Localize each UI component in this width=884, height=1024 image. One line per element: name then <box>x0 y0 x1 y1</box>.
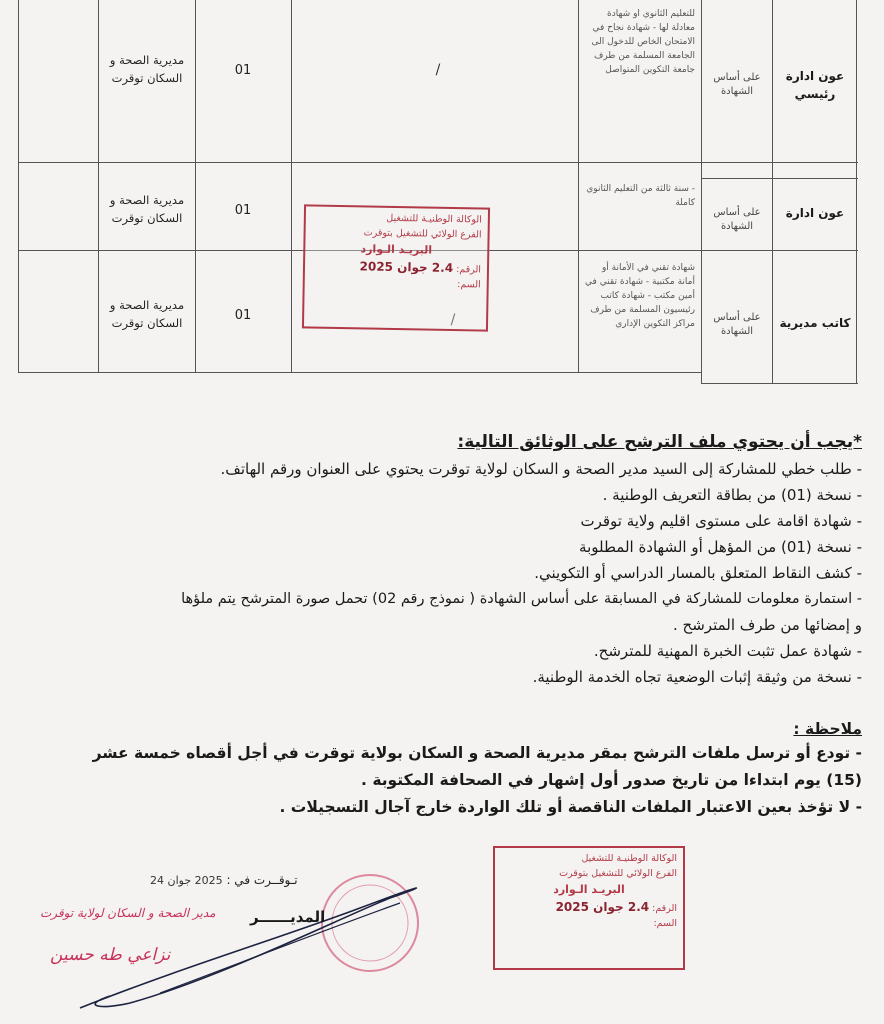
incoming-mail-stamp <box>302 204 490 331</box>
requirement-item: - شهادة اقامة على مستوى اقليم ولاية توقرت <box>580 512 862 530</box>
table-row-1-extra: / <box>435 62 441 78</box>
table-row-1-department: مديرية الصحة و السكان توقرت <box>109 53 185 85</box>
stamp-date: 2.4 جوان 2025 <box>555 900 650 915</box>
table-row-2-department: مديرية الصحة و السكان توقرت <box>109 193 185 225</box>
table-row-2-qualification: - سنة ثالثة من التعليم الثانوي كاملة <box>586 184 695 208</box>
stamp-ref-label: الرقم: <box>456 264 482 276</box>
table-row-3-extra: / <box>450 312 456 328</box>
handwritten-director-title: مدير الصحة و السكان لولاية توقرت <box>40 906 216 920</box>
requirements-section <box>2 432 862 690</box>
incoming-mail-stamp-bottom <box>493 846 685 970</box>
note-item: (15) يوم ابتداءا من تاريخ صدور أول إشهار في الصحافة المكتوبة . <box>361 771 862 789</box>
table-row-3-role: كاتب مديرية <box>779 316 851 330</box>
stamp-date: 2.4 جوان 2025 <box>359 259 454 276</box>
table-row-2-count: 01 <box>234 202 252 218</box>
requirements-heading: *يجب أن يحتوي ملف الترشح على الوثائق التالية: <box>457 432 862 452</box>
notes-section <box>2 720 862 821</box>
table-row-1-mode: على أساس الشهادة <box>713 72 761 97</box>
requirement-item: - استمارة معلومات للمشاركة في المسابقة على أساس الشهادة ( نموذج رقم 02) تحمل صورة المترشح يتم ملؤها <box>181 591 862 607</box>
requirement-item: و إمضائها من طرف المترشح . <box>673 616 862 634</box>
table-row-1-role: عون ادارة رئيسي <box>785 69 845 101</box>
requirement-item: - نسخة (01) من بطاقة التعريف الوطنية . <box>602 486 862 504</box>
note-item: - لا تؤخذ بعين الاعتبار الملفات الناقصة أو تلك الواردة خارج آجال التسجيلات . <box>279 798 862 816</box>
stamp-branch: الفرع الولائي للتشغيل بتوقرت <box>363 227 482 241</box>
table-row-3-count: 01 <box>234 307 252 323</box>
stamp-name-label: السم: <box>653 918 677 930</box>
stamp-ref-label: الرقم: <box>652 903 677 915</box>
requirement-item: - شهادة عمل تثبت الخبرة المهنية للمترشح. <box>593 642 862 660</box>
requirement-item: - كشف النقاط المتعلق بالمسار الدراسي أو التكويني. <box>534 564 862 582</box>
requirement-item: - نسخة من وثيقة إثبات الوضعية تجاه الخدمة الوطنية. <box>532 668 862 686</box>
handwritten-name: نزاعي طه حسين <box>50 945 171 965</box>
signature-date: 2025 جوان 24 <box>150 874 223 887</box>
signature-title: المديــــــر <box>250 908 326 926</box>
official-seal-signature <box>40 868 460 1018</box>
requirement-item: - نسخة (01) من المؤهل أو الشهادة المطلوبة <box>579 538 862 556</box>
stamp-mail-label: البريـد الـوارد <box>360 242 433 258</box>
table-row-3-mode: على أساس الشهادة <box>713 312 761 337</box>
table-row-2-mode: على أساس الشهادة <box>713 207 761 232</box>
table-row-2-role: عون ادارة <box>785 206 845 220</box>
table-row-3-qualification: شهادة تقني في الأمانة أو أمانة مكتبية - شهادة تقني في أمين مكتب - شهادة كاتب رئيسيون المسلمة من طرف مراكز التكوين الإداري <box>585 263 695 329</box>
table-row-3-department: مديرية الصحة و السكان توقرت <box>109 298 185 330</box>
stamp-agency: الوكالة الوطنيـة للتشغيل <box>386 212 482 226</box>
stamp-mail-label: البريـد الـوارد <box>553 883 625 897</box>
signature-place: تـوقــرت في : <box>226 873 298 887</box>
requirement-item: - طلب خطي للمشاركة إلى السيد مدير الصحة و السكان لولاية توقرت يحتوي على العنوان ورقم الهاتف. <box>220 460 862 478</box>
note-item: - تودع أو ترسل ملفات الترشح بمقر مديرية الصحة و السكان بولاية توقرت في أجل أقصاه خمسة عشر <box>92 744 862 762</box>
stamp-agency: الوكالة الوطنيـة للتشغيل <box>581 853 677 864</box>
stamp-name-label: السم: <box>457 279 481 291</box>
stamp-branch: الفرع الولائي للتشغيل بتوقرت <box>559 867 677 879</box>
table-row-1-count: 01 <box>234 62 252 78</box>
notes-heading: ملاحظة : <box>793 720 862 738</box>
table-row-1-qualification: للتعليم الثانوي او شهادة معادلة لها - شهادة نجاح في الامتحان الخاص للدخول الى الجامعة المسلمة من طرف جامعة التكوين المتواصل <box>591 9 695 75</box>
